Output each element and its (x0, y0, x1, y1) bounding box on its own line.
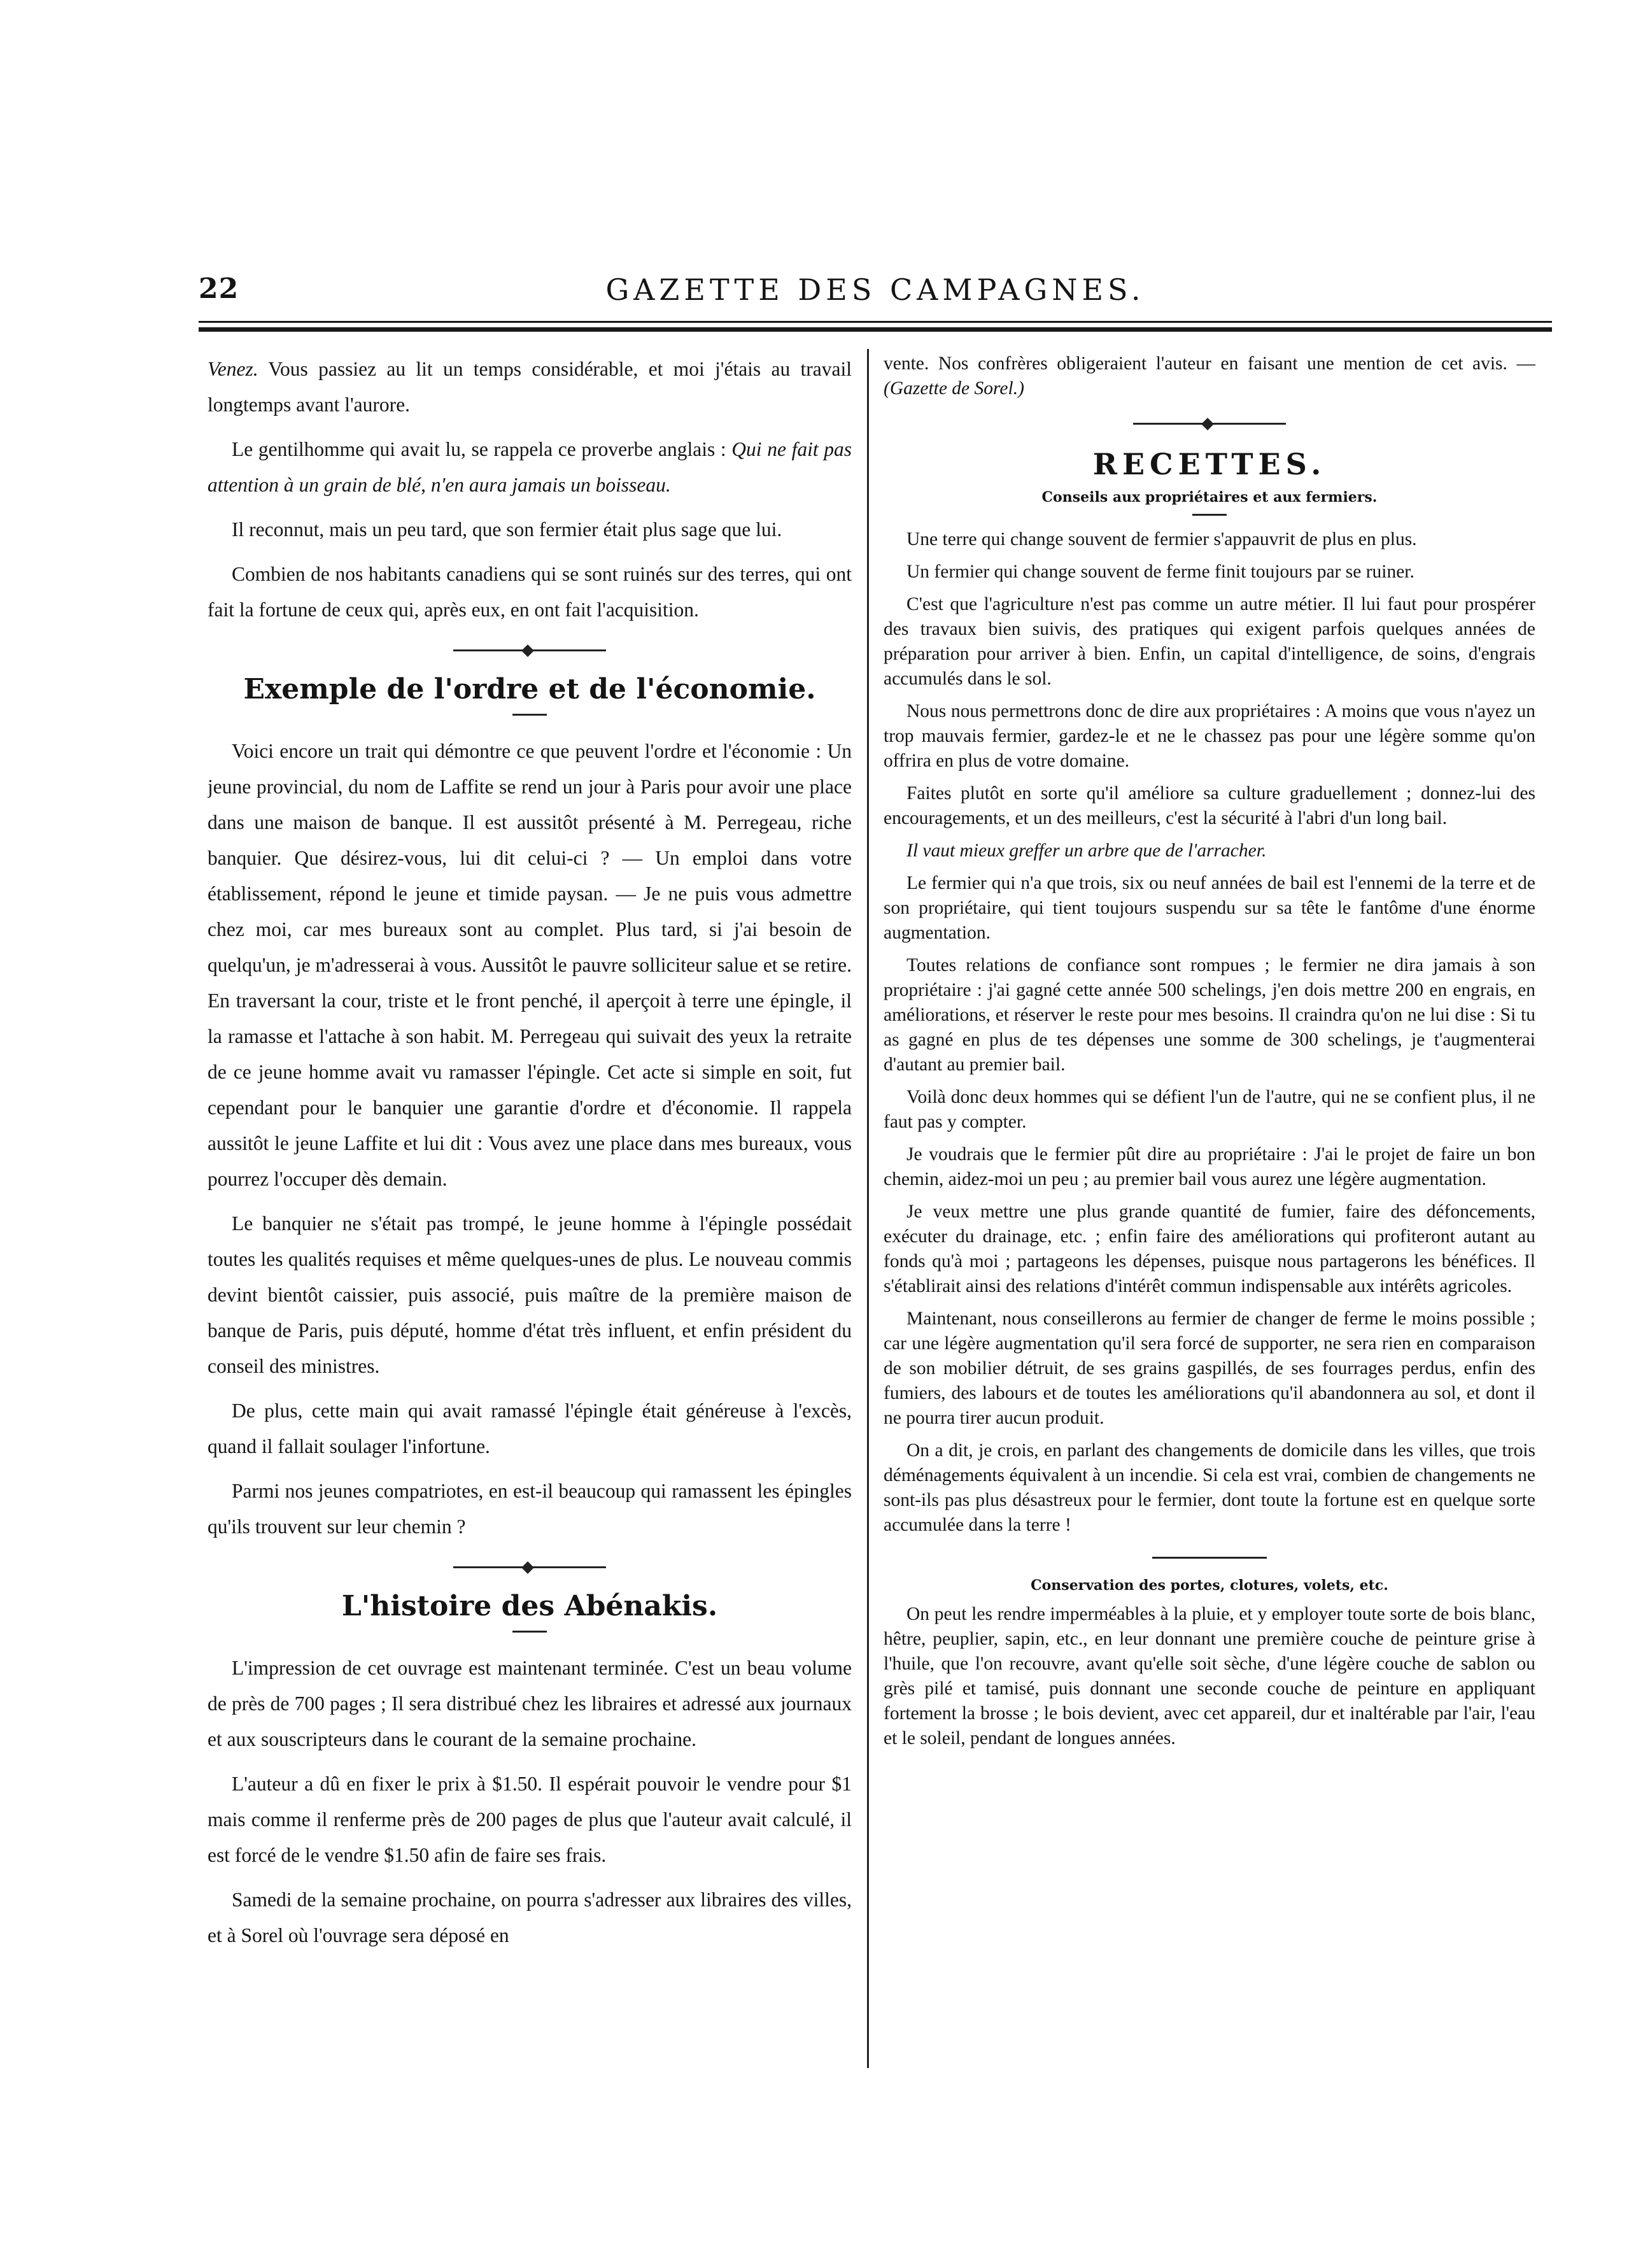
paragraph (884, 351, 1535, 401)
paragraph: De plus, cette main qui avait ramassé l'épingle était généreuse à l'excès, quand il fallait soulager l'infortune. (208, 1400, 852, 1457)
paragraph: Voilà donc deux hommes qui se défient l'un de l'autre, qui ne se confient plus, il ne faut pas y compter. (884, 1087, 1535, 1132)
paragraph: Le banquier ne s'était pas trompé, le jeune homme à l'épingle possédait toutes les qualités requises et même quelques-unes de plus. Le nouveau commis devint bientôt caissier, puis associé, puis maître de la première maison de banque de Paris, puis député, homme d'état très influent, et enfin président du conseil des ministres. (208, 1212, 852, 1377)
proverb-lead: Le gentilhomme qui avait lu, se rappela ce proverbe anglais : (232, 438, 726, 460)
source-citation: (Gazette de Sorel.) (884, 378, 1024, 399)
header-rule-thick (199, 327, 1552, 332)
paragraph: Un fermier qui change souvent de ferme finit toujours par se ruiner. (906, 562, 1414, 582)
heading-rule (1192, 514, 1227, 516)
intro-rest: Vous passiez au lit un temps considérable, et moi j'étais au travail longtemps avant l'aurore. (208, 358, 852, 416)
paragraph: Il reconnut, mais un peu tard, que son fermier était plus sage que lui. (232, 518, 782, 541)
paragraph: Parmi nos jeunes compatriotes, en est-il beaucoup qui ramassent les épingles qu'ils trouvent sur leur chemin ? (208, 1480, 852, 1538)
section-heading: RECETTES. (1092, 447, 1327, 481)
proverb-quote: Qui ne fait pas attention à un grain de blé, n'en aura jamais un boisseau. (208, 438, 852, 496)
section-separator (453, 1566, 606, 1568)
proverb: Il vaut mieux greffer un arbre que de l'arracher. (906, 840, 1267, 861)
column-divider (867, 349, 869, 2068)
paragraph: Le fermier qui n'a que trois, six ou neuf années de bail est l'ennemi de la terre et de son propriétaire, qui tient toujours suspendu sur sa tête le fantôme d'une énorme augmentation. (884, 873, 1535, 943)
section-separator (1133, 423, 1286, 425)
paragraph: L'auteur a dû en fixer le prix à $1.50. Il espérait pouvoir le vendre pour $1 mais comme il renferme près de 200 pages de plus que l'auteur avait calculé, il est forcé de le vendre $1.50 afin de faire ses frais. (208, 1773, 852, 1866)
intro-lead: Venez. (208, 358, 258, 380)
right-column (884, 351, 1535, 2096)
section-separator (1152, 1557, 1267, 1559)
article-heading: Exemple de l'ordre et de l'économie. (243, 673, 816, 705)
subheading: Conseils aux propriétaires et aux fermiers. (1041, 489, 1378, 506)
paragraph: On a dit, je crois, en parlant des changements de domicile dans les villes, que trois déménagements équivalent à un incendie. Si cela est vrai, combien de changements ne sont-ils pas plus désastreux pour le fermier, dont toute la fortune est en quelque sorte accumulée dans la terre ! (884, 1440, 1535, 1535)
paragraph: Une terre qui change souvent de fermier s'appauvrit de plus en plus. (906, 529, 1417, 549)
paragraph (208, 351, 852, 423)
continued-text: vente. Nos confrères obligeraient l'auteur en faisant une mention de cet avis. — (884, 353, 1535, 374)
page-number: 22 (199, 273, 239, 305)
paragraph: On peut les rendre imperméables à la pluie, et y employer toute sorte de bois blanc, hêtre, peuplier, sapin, etc., en leur donnant une première couche de peinture grise à l'huile, que l'on recouvre, avant qu'elle soit sèche, d'une légère couche de sablon ou grès pilé et tamisé, puis donnant une seconde couche de peinture en appliquant fortement la brosse ; le bois devient, avec cet appareil, dur et inaltérable par l'air, l'eau et le soleil, pendant de longues années. (884, 1604, 1535, 1748)
paragraph: L'impression de cet ouvrage est maintenant terminée. C'est un beau volume de près de 700 pages ; Il sera distribué chez les libraires et adressé aux journaux et aux souscripteurs dans le courant de la semaine prochaine. (208, 1657, 852, 1750)
page-header (199, 273, 1552, 311)
separator-ornament (521, 1561, 534, 1574)
paragraph: Je veux mettre une plus grande quantité de fumier, faire des défoncements, exécuter du drainage, etc. ; enfin faire des améliorations qui profiteront autant au fonds qu'à moi ; partageons les dépenses, puisque nous partagerons les bénéfices. Il s'établirait ainsi des relations d'intérêt commun indispensable aux intérêts agricoles. (884, 1201, 1535, 1296)
separator-ornament (1201, 418, 1214, 430)
paragraph: Je voudrais que le fermier pût dire au propriétaire : J'ai le projet de faire un bon chemin, aidez-moi un peu ; au premier bail vous aurez une légère augmentation. (884, 1144, 1535, 1189)
paragraph: Maintenant, nous conseillerons au fermier de changer de ferme le moins possible ; car une légère augmentation qu'il sera forcé de supporter, ne sera rien en comparaison de son mobilier détruit, de ses grains gaspillés, de ses fourrages perdus, enfin des fumiers, des labours et de toutes les améliorations qu'il abandonnera au sol, et dont il ne pourra tirer aucun produit. (884, 1308, 1535, 1428)
paragraph: Nous nous permettrons donc de dire aux propriétaires : A moins que vous n'ayez un trop mauvais fermier, gardez-le et ne le chassez pas pour une légère somme qu'on offrira en plus de votre domaine. (884, 701, 1535, 771)
article-heading: L'histoire des Abénakis. (341, 1590, 718, 1622)
section-separator (453, 649, 606, 651)
paragraph: Faites plutôt en sorte qu'il améliore sa culture graduellement ; donnez-lui des encouragements, et un des meilleurs, c'est la sécurité à l'abri d'un long bail. (884, 783, 1535, 828)
paragraph: Combien de nos habitants canadiens qui se sont ruinés sur des terres, qui ont fait la fortune de ceux qui, après eux, en ont fait l'acquisition. (208, 563, 852, 621)
heading-rule (512, 1631, 547, 1633)
paragraph (208, 432, 852, 503)
paragraph: C'est que l'agriculture n'est pas comme un autre métier. Il lui faut pour prospérer des travaux bien suivis, des pratiques qui exigent parfois quelques années de préparation pour arriver à bien. Enfin, un capital d'intelligence, de soins, d'engrais accumulés dans le sol. (884, 594, 1535, 689)
header-rule-thin (199, 321, 1552, 323)
separator-ornament (521, 644, 534, 657)
subheading: Conservation des portes, clotures, volets, etc. (1031, 1577, 1388, 1594)
left-column (208, 351, 852, 2096)
paragraph: Samedi de la semaine prochaine, on pourra s'adresser aux libraires des villes, et à Sorel où l'ouvrage sera déposé en (208, 1889, 852, 1946)
paragraph: Voici encore un trait qui démontre ce que peuvent l'ordre et l'économie : Un jeune provincial, du nom de Laffite se rend un jour à Paris pour avoir une place dans une maison de banque. Il est aussitôt présenté à M. Perregeau, riche banquier. Que désirez-vous, lui dit celui-ci ? — Un emploi dans votre établissement, répond le jeune et timide paysan. — Je ne puis vous admettre chez moi, car mes bureaux sont au complet. Plus tard, si j'ai besoin de quelqu'un, je m'adresserai à vous. Aussitôt le pauvre solliciteur salue et se retire. En traversant la cour, triste et le front penché, il aperçoit à terre une épingle, il la ramasse et l'attache à son habit. M. Perregeau qui suivait des yeux la retraite de ce jeune homme avait vu ramasser l'épingle. Cet acte si simple en soit, fut cependant pour le banquier une garantie d'ordre et d'économie. Il rappela aussitôt le jeune Laffite et lui dit : Vous avez une place dans mes bureaux, vous pourrez l'occuper dès demain. (208, 740, 852, 1190)
running-title: GAZETTE DES CAMPAGNES. (605, 273, 1145, 307)
paragraph: Toutes relations de confiance sont rompues ; le fermier ne dira jamais à son propriétaire : j'ai gagné cette année 500 schelings, j'en dois mettre 200 en engrais, en améliorations, et réserver le reste pour mes besoins. Il craindra qu'on ne lui dise : Si tu as gagné en plus de tes dépenses une somme de 300 schelings, je t'augmenterai d'autant au premier bail. (884, 955, 1535, 1075)
heading-rule (512, 714, 547, 716)
